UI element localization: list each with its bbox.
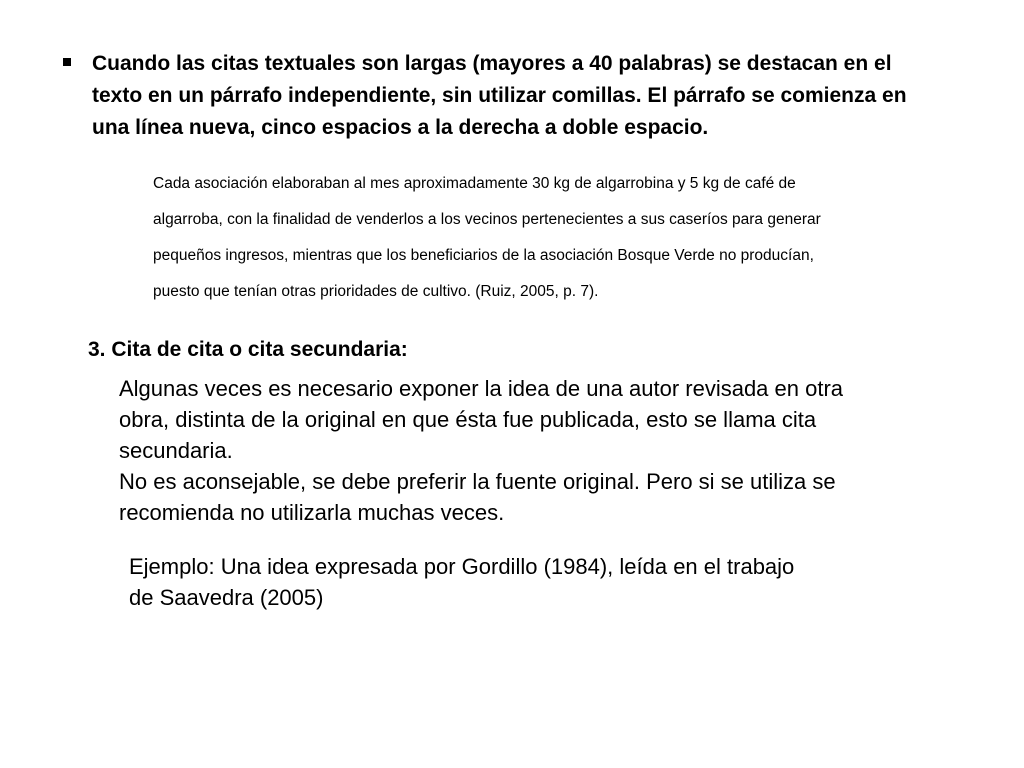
example-text-line: de Saavedra (2005) — [129, 585, 324, 610]
quote-text-line: algarroba, con la finalidad de venderlos a los vecinos pertenecientes a sus caseríos para generar — [153, 211, 821, 228]
example-text-line: Ejemplo: Una idea expresada por Gordillo (1984), leída en el trabajo — [129, 554, 795, 579]
bullet-text-line: texto en un párrafo independiente, sin utilizar comillas. El párrafo se comienza en — [92, 84, 907, 107]
paragraph-text-line: Algunas veces es necesario exponer la idea de una autor revisada en otra — [119, 376, 844, 401]
quote-text-line: Cada asociación elaboraban al mes aproximadamente 30 kg de algarrobina y 5 kg de café de — [153, 175, 796, 192]
bullet-text-line: Cuando las citas textuales son largas (mayores a 40 palabras) se destacan en el — [92, 52, 892, 75]
paragraph-text-line: secundaria. — [119, 438, 233, 463]
quote-text-line: puesto que tenían otras prioridades de cultivo. (Ruiz, 2005, p. 7). — [153, 283, 599, 300]
square-bullet-icon — [63, 58, 71, 66]
paragraph-text-line: No es aconsejable, se debe preferir la fuente original. Pero si se utiliza se — [119, 469, 836, 494]
bullet-text-line: una línea nueva, cinco espacios a la derecha a doble espacio. — [92, 116, 709, 139]
section-heading: 3. Cita de cita o cita secundaria: — [88, 338, 408, 361]
paragraph-text-line: obra, distinta de la original en que ésta fue publicada, esto se llama cita — [119, 407, 817, 432]
paragraph-text-line: recomienda no utilizarla muchas veces. — [119, 500, 505, 525]
quote-text-line: pequeños ingresos, mientras que los beneficiarios de la asociación Bosque Verde no producían, — [153, 247, 814, 264]
